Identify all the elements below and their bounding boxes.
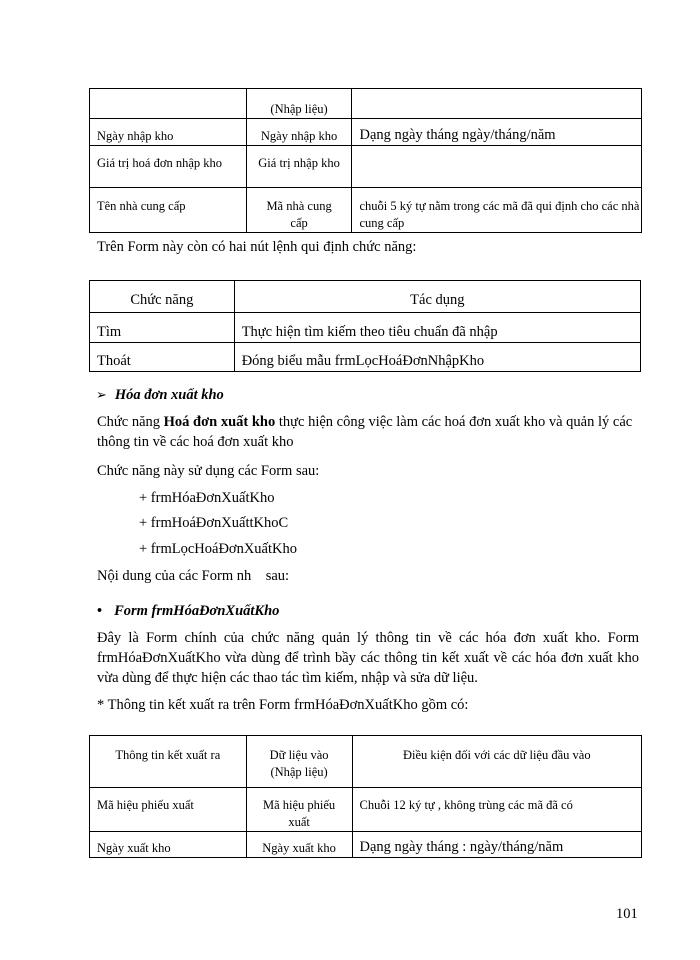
table-cell: Giá trị nhập kho — [246, 146, 352, 188]
table-header-cell: Điều kiện đối với các dữ liệu đầu vào — [352, 736, 641, 788]
table-cell: Thực hiện tìm kiếm theo tiêu chuẩn đã nhập — [234, 313, 640, 343]
table-cell: Mã hiệu phiếu xuất — [246, 788, 352, 832]
buttons-intro-paragraph: Trên Form này còn có hai nút lệnh qui định chức năng: — [97, 239, 417, 255]
table-header-cell: Dữ liệu vào (Nhập liệu) — [246, 736, 352, 788]
input-fields-table-continued — [89, 88, 642, 233]
table-cell: Tìm — [90, 313, 235, 343]
table-cell: Chuỗi 12 ký tự , không trùng các mã đã có — [352, 788, 641, 832]
bullet-icon: • — [97, 603, 103, 619]
output-info-intro: * Thông tin kết xuất ra trên Form frmHóaĐơnXuấtKho gồm có: — [97, 697, 469, 713]
func-name: Hoá đơn xuất kho — [163, 414, 276, 430]
sub-section-heading — [97, 601, 279, 621]
table-cell: Giá trị hoá đơn nhập kho — [90, 146, 247, 188]
output-fields-table — [89, 735, 642, 858]
table-cell: Thoát — [90, 343, 235, 372]
page-number: 101 — [616, 906, 638, 922]
form-list-item: + frmHoáĐơnXuấttKhoC — [139, 515, 289, 531]
form-list-item: + frmHóaĐơnXuấtKho — [139, 490, 275, 506]
func-pre: Chức năng — [97, 414, 164, 430]
main-form-description: Đây là Form chính của chức năng quản lý thông tin về các hóa đơn xuất kho. Form frmHóaĐơnXuấtKho vừa dùng để trình bầy các thông tin kết xuất về các hóa đơn xuất kho vừa dùng để thực hiện các thao tác tìm kiếm, nhập và sửa dữ liệu. — [97, 630, 639, 686]
table-cell: Ngày nhập kho — [90, 119, 247, 146]
content-intro: Nội dung của các Form nh sau: — [97, 568, 290, 584]
form-list-item: + frmLọcHoáĐơnXuấtKho — [139, 541, 297, 557]
sub-section-title: Form frmHóaĐơnXuấtKho — [114, 603, 280, 619]
table-cell: Ngày nhập kho — [246, 119, 352, 146]
table-cell — [90, 89, 247, 119]
table-header-cell: Thông tin kết xuất ra — [90, 736, 247, 788]
forms-intro: Chức năng này sử dụng các Form sau: — [97, 463, 320, 479]
table-cell — [352, 89, 642, 119]
table-cell: Ngày xuất kho — [246, 832, 352, 858]
table-cell: Dạng ngày tháng : ngày/tháng/năm — [352, 832, 641, 858]
func-post: thực hiện công việc làm các hoá đơn xuất kho và quản lý các thông tin về các hoá đơn xuất kho — [97, 414, 633, 450]
table-cell — [352, 146, 642, 188]
table-cell: Tên nhà cung cấp — [90, 188, 247, 233]
section-title: Hóa đơn xuất kho — [114, 387, 224, 403]
table-cell: Đóng biểu mẫu frmLọcHoáĐơnNhậpKho — [234, 343, 640, 372]
table-cell: Dạng ngày tháng ngày/tháng/năm — [352, 119, 642, 146]
section-heading — [96, 385, 224, 406]
table-header-cell: Chức năng — [90, 281, 235, 313]
function-description — [97, 412, 639, 452]
table-cell: chuỗi 5 ký tự nằm trong các mã đã qui định cho các nhà cung cấp — [352, 188, 642, 233]
table-cell: Ngày xuất kho — [90, 832, 247, 858]
arrow-bullet-icon: ➢ — [96, 388, 107, 403]
table-cell: Mã nhà cung cấp — [246, 188, 352, 233]
buttons-table — [89, 280, 641, 372]
table-header-cell: Tác dụng — [234, 281, 640, 313]
table-cell: Mã hiệu phiếu xuất — [90, 788, 247, 832]
table-cell: (Nhập liệu) — [246, 89, 352, 119]
